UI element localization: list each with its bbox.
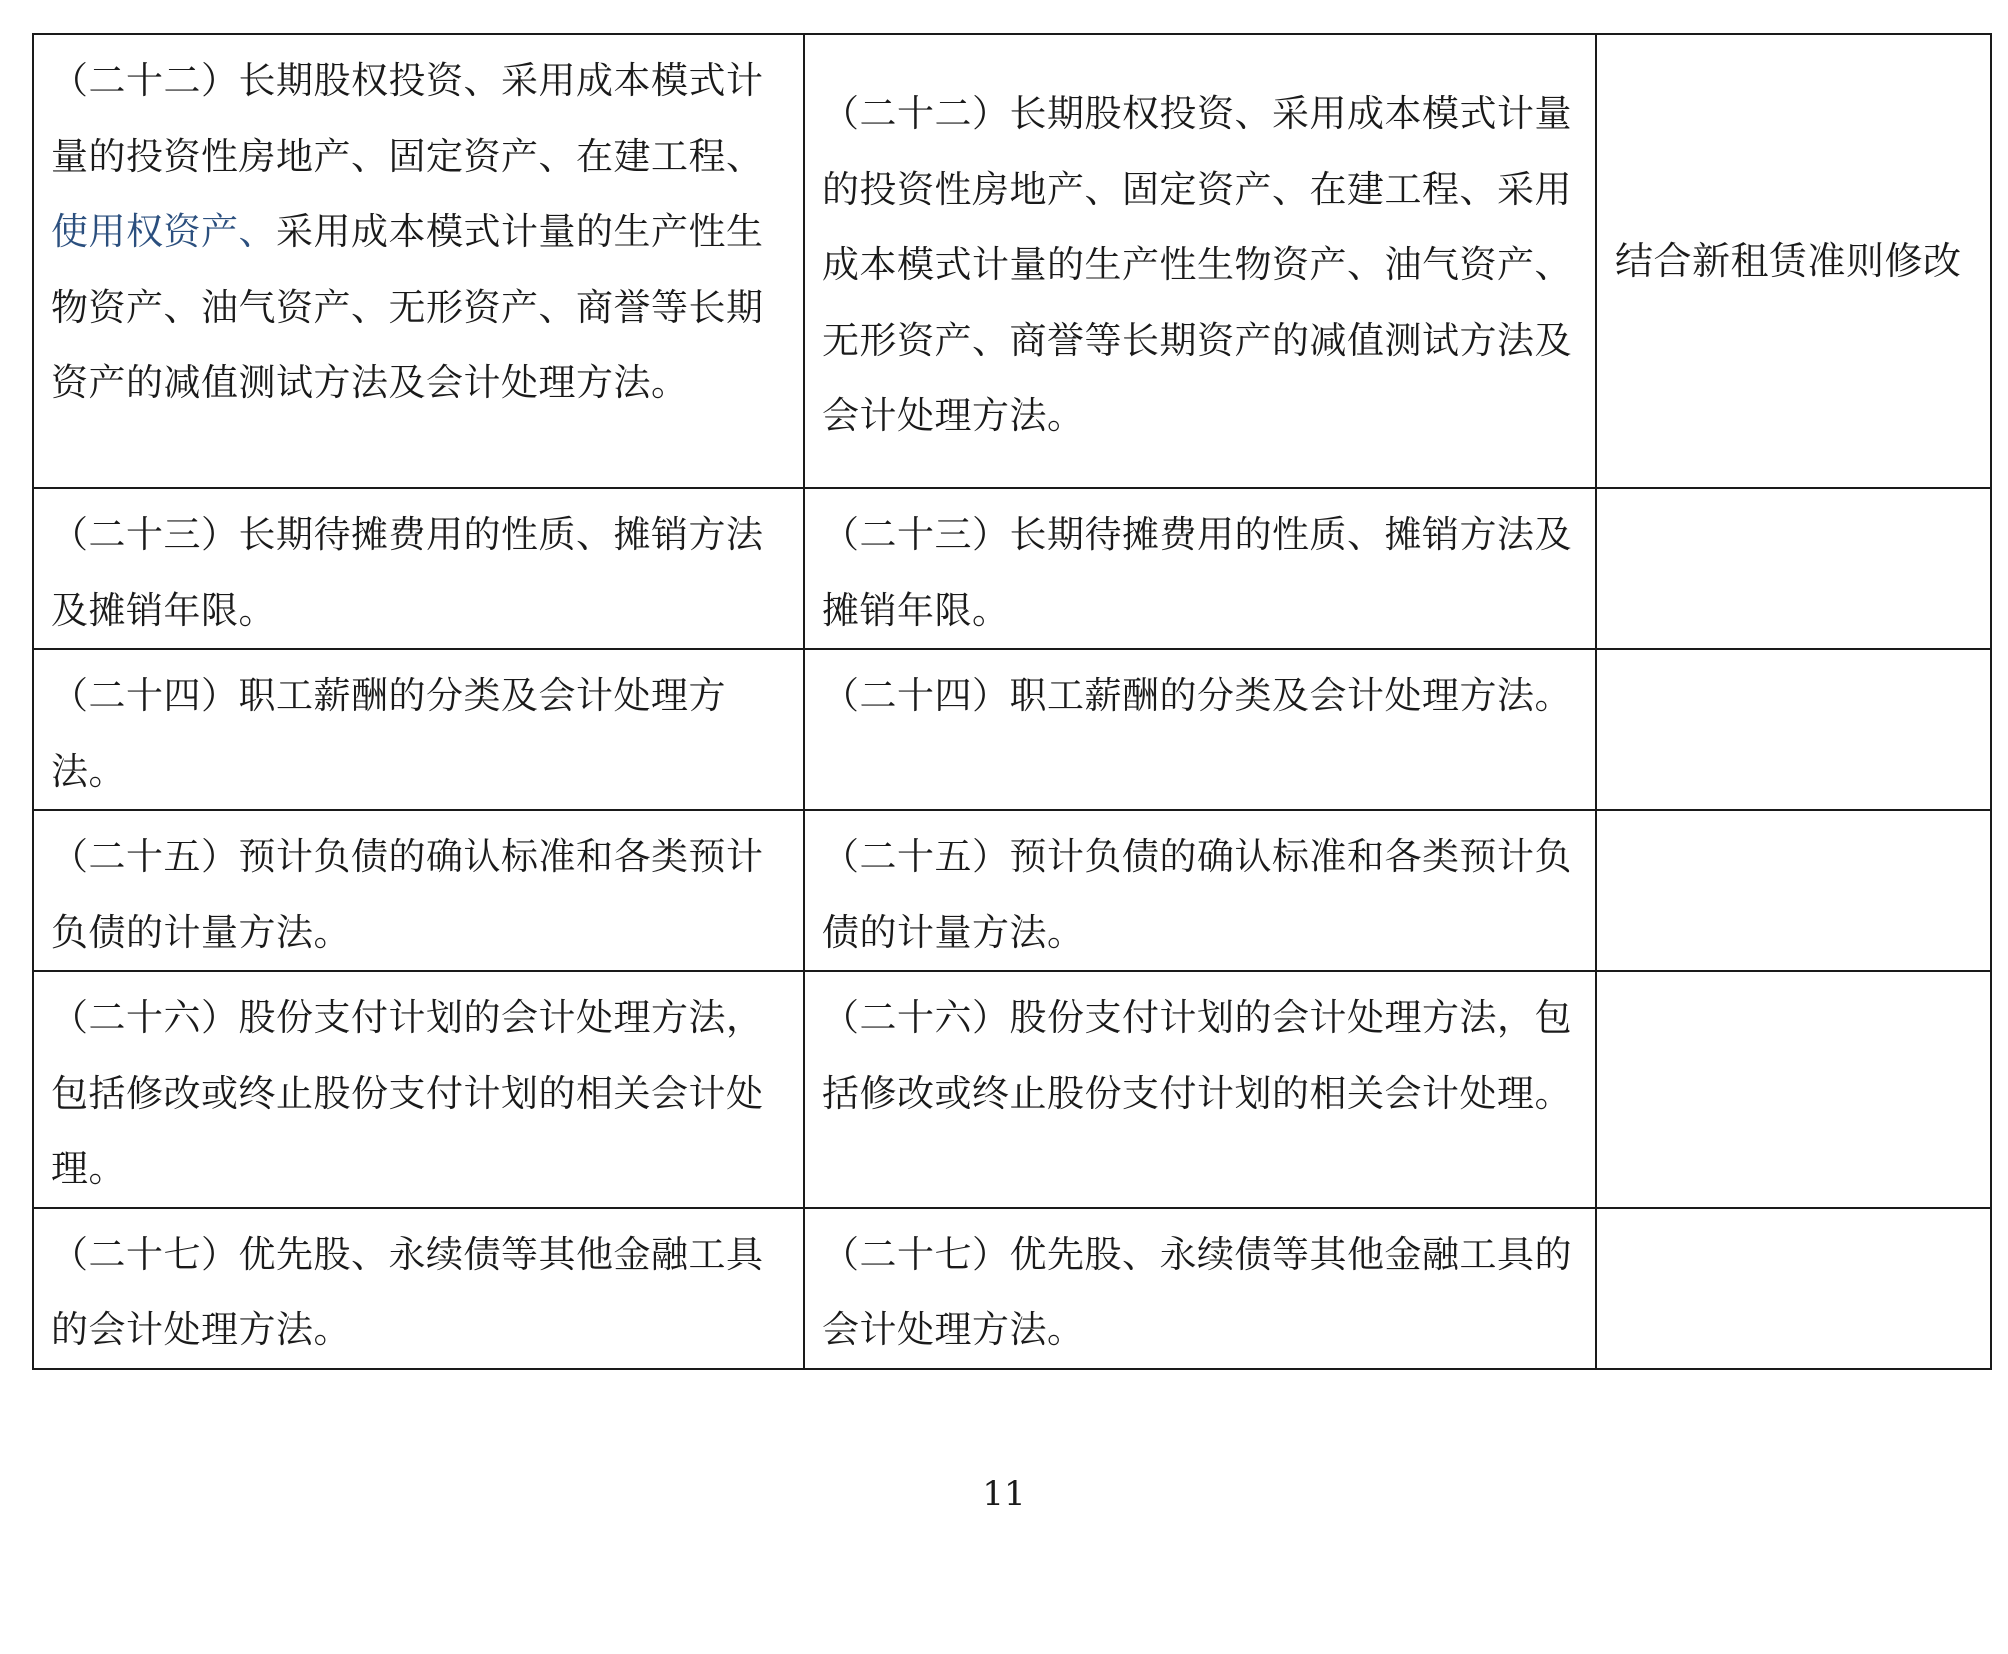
note-cell: [1596, 649, 1991, 810]
table-row: [33, 1208, 1991, 1369]
table-row: [33, 810, 1991, 971]
table-row: [33, 488, 1991, 649]
original-text: （二十五）预计负债的确认标准和各类预计负债的计量方法。: [51, 835, 764, 954]
revised-text: （二十四）职工薪酬的分类及会计处理方法。: [822, 674, 1572, 717]
highlighted-text: 使用权资产、: [51, 210, 276, 253]
table-row: [33, 649, 1991, 810]
revised-text: （二十三）长期待摊费用的性质、摊销方法及摊销年限。: [822, 513, 1572, 632]
revised-text: （二十五）预计负债的确认标准和各类预计负债的计量方法。: [822, 835, 1572, 954]
note-cell: [1596, 1208, 1991, 1369]
revised-text: （二十二）长期股权投资、采用成本模式计量的投资性房地产、固定资产、在建工程、采用成本模式计量的生产性生物资产、油气资产、无形资产、商誉等长期资产的减值测试方法及会计处理方法。: [822, 92, 1572, 438]
revised-text: （二十七）优先股、永续债等其他金融工具的会计处理方法。: [822, 1232, 1572, 1351]
original-text-cell: [33, 971, 804, 1208]
revised-text-cell: [804, 810, 1596, 971]
note-cell: [1596, 971, 1991, 1208]
revised-text-cell: [804, 971, 1596, 1208]
original-text: （二十七）优先股、永续债等其他金融工具的会计处理方法。: [51, 1232, 764, 1351]
original-text: （二十六）股份支付计划的会计处理方法，包括修改或终止股份支付计划的相关会计处理。: [51, 996, 764, 1190]
revised-text: （二十六）股份支付计划的会计处理方法，包括修改或终止股份支付计划的相关会计处理。: [822, 996, 1572, 1115]
note-text: 结合新租赁准则修改: [1615, 239, 1962, 283]
revised-text-cell: [804, 649, 1596, 810]
note-cell: [1596, 34, 1991, 488]
revised-text-cell: [804, 1208, 1596, 1369]
original-text: （二十四）职工薪酬的分类及会计处理方法。: [51, 674, 726, 793]
original-text-continued: 采用成本模式计量的生产性生物资产、油气资产、无形资产、商誉等长期资产的减值测试方法及会计处理方法。: [51, 210, 764, 404]
table-row: [33, 34, 1991, 488]
note-cell: [1596, 810, 1991, 971]
revised-text-cell: [804, 34, 1596, 488]
original-text-cell: [33, 1208, 804, 1369]
note-cell: [1596, 488, 1991, 649]
original-text-cell: [33, 488, 804, 649]
original-text-cell: [33, 34, 804, 488]
original-text-cell: [33, 810, 804, 971]
comparison-table: [32, 33, 1992, 1370]
original-text: （二十三）长期待摊费用的性质、摊销方法及摊销年限。: [51, 513, 764, 632]
revised-text-cell: [804, 488, 1596, 649]
table-row: [33, 971, 1991, 1208]
original-text-cell: [33, 649, 804, 810]
page-number: 11: [982, 1474, 1026, 1514]
original-text: （二十二）长期股权投资、采用成本模式计量的投资性房地产、固定资产、在建工程、: [51, 59, 764, 178]
